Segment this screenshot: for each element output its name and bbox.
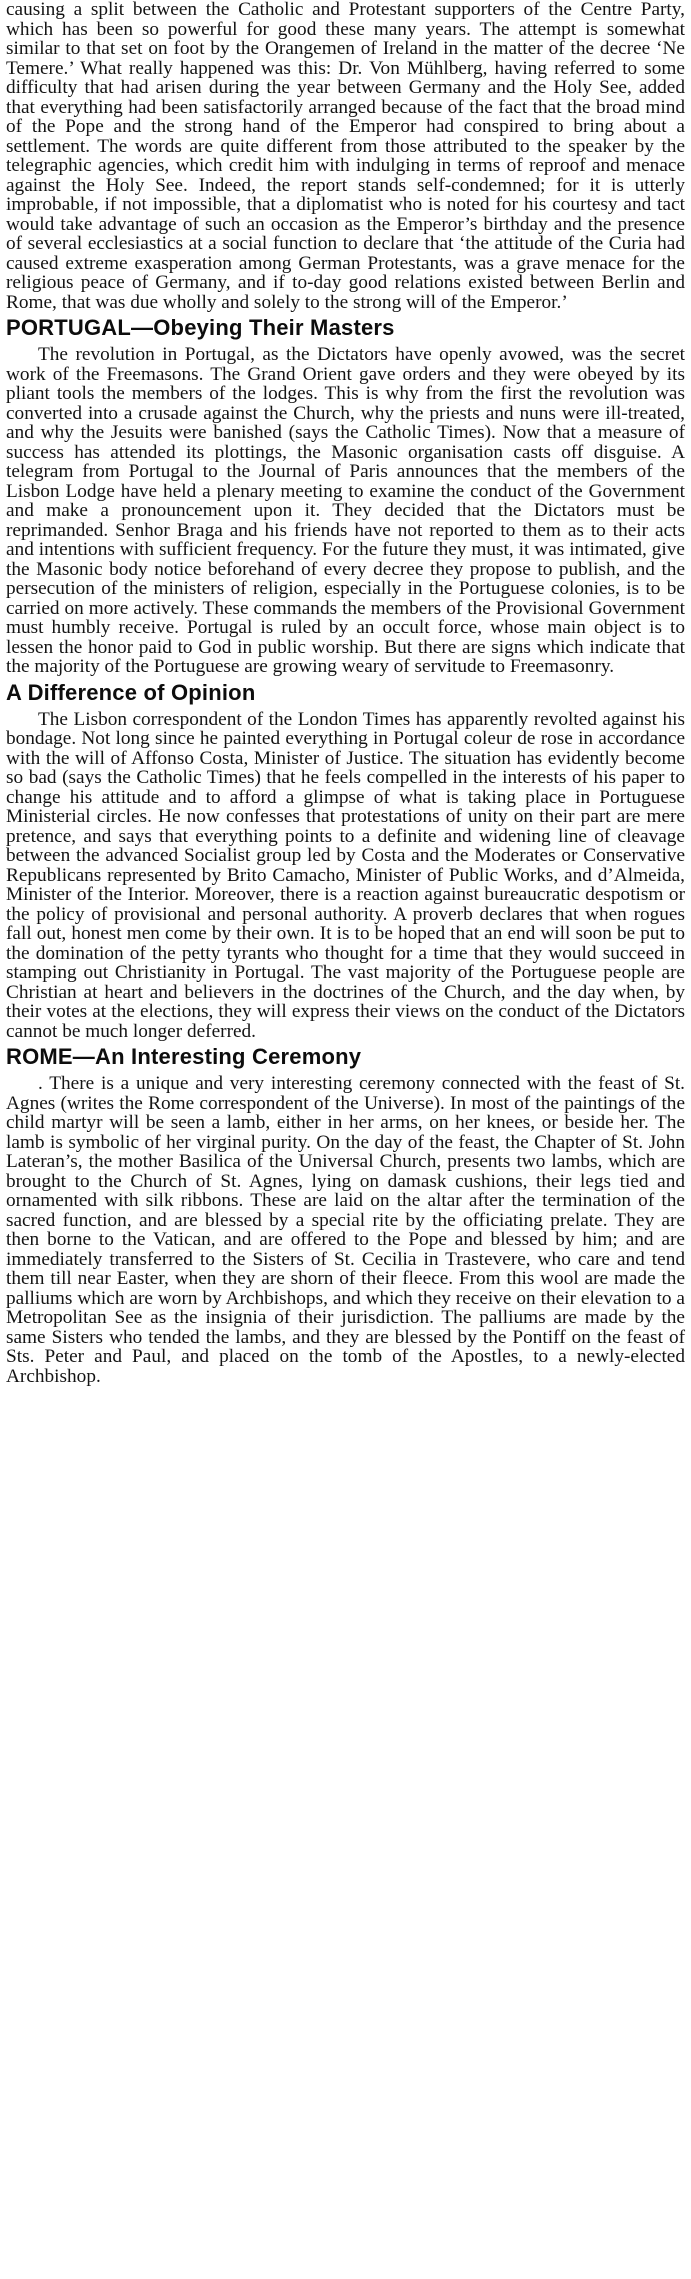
section-heading: ROME—An Interesting Ceremony <box>6 1044 362 1069</box>
article-paragraph: . There is a unique and very interesting ceremony connected with the feast of St. Agnes (writes the Rome correspondent of the Universe). In most of the paintings of the child martyr will be seen a lamb, either in her arms, on her knees, or beside her. The lamb is symbolic of her virginal purity. On the day of the feast, the Chapter of St. John Lateran’s, the mother Basilica of the Universal Church, presents two lambs, which are brought to the Church of St. Agnes, lying on damask cushions, their legs tied and ornamented with silk ribbons. These are laid on the altar after the termination of the sacred function, and are blessed by a special rite by the officiating prelate. They are then borne to the Vatican, and are offered to the Pope and blessed by him; and are immediately transferred to the Sisters of St. Cecilia in Trastevere, who care and tend them till near Easter, when they are shorn of their fleece. From this wool are made the palliums which are worn by Archbishops, and which they receive on their elevation to a Metropolitan See as the insignia of their jurisdiction. The palliums are made by the same Sisters who tended the lambs, and they are blessed by the Pontiff on the feast of Sts. Peter and Paul, and placed on the tomb of the Apostles, to a newly-elected Archbishop. <box>6 1073 685 1387</box>
article-paragraph: The revolution in Portugal, as the Dictators have openly avowed, was the secret work of the Freemasons. The Grand Orient gave orders and they were obeyed by its pliant tools the members of the lodges. This is why from the first the revolution was converted into a crusade against the Church, why the priests and nuns were ill-treated, and why the Jesuits were banished (says the Catholic Times). Now that a measure of success has attended its plottings, the Masonic organisation casts off disguise. A telegram from Portugal to the Journal of Paris announces that the members of the Lisbon Lodge have held a plenary meeting to examine the conduct of the Government and make a pronouncement upon it. They decided that the Dictators must be reprimanded. Senhor Braga and his friends have not reported to them as to their acts and intentions with sufficient frequency. For the future they must, it was intimated, give the Masonic body notice beforehand of every decree they propose to publish, and the persecution of the ministers of religion, especially in the Portuguese colonies, is to be carried on more actively. These commands the members of the Provisional Government must humbly receive. Portugal is ruled by an occult force, whose main object is to lessen the honor paid to God in public worship. But there are signs which indicate that the majority of the Portuguese are growing weary of servitude to Freemasonry. <box>6 344 685 677</box>
section-rome <box>6 1044 685 1386</box>
article-paragraph: The Lisbon correspondent of the London Times has apparently revolted against his bondage. Not long since he painted everything in Portugal coleur de rose in accordance with the will of Affonso Costa, Minister of Justice. The situation has evidently become so bad (says the Catholic Times) that he feels compelled in the interests of his paper to change his attitude and to afford a glimpse of what is taking place in Portuguese Ministerial circles. He now confesses that protestations of unity on their part are mere pretence, and says that everything points to a definite and widening line of cleavage between the advanced Socialist group led by Costa and the Moderates or Conservative Republicans represented by Brito Camacho, Minister of Public Works, and d’Almeida, Minister of the Interior. Moreover, there is a reaction against bureaucratic despotism or the policy of provisional and personal authority. A proverb declares that when rogues fall out, honest men come by their own. It is to be hoped that an end will soon be put to the domination of the petty tyrants who thought for a time that they would succeed in stamping out Christianity in Portugal. The vast majority of the Portuguese people are Christian at heart and believers in the doctrines of the Church, and the day when, by their votes at the elections, they will express their views on the conduct of the Dictators cannot be much longer deferred. <box>6 708 685 1042</box>
article-paragraph: causing a split between the Catholic and Protestant supporters of the Centre Party, which has been so powerful for good these many years. The attempt is somewhat similar to that set on foot by the Orangemen of Ireland in the matter of the decree ‘Ne Temere.’ What really happened was this: Dr. Von Mühlberg, having referred to some difficulty that had arisen during the year between Germany and the Holy See, added that everything had been satisfactorily arranged because of the fact that the broad mind of the Pope and the strong hand of the Emperor had conspired to bring about a settlement. The words are quite different from those attributed to the speaker by the telegraphic agencies, which credit him with indulging in terms of reproof and menace against the Holy See. Indeed, the report stands self-condemned; for it is utterly improbable, if not impossible, that a diplomatist who is noted for his courtesy and tact would take advantage of such an occasion as the Emperor’s birthday and the presence of several ecclesiastics at a social function to declare that ‘the attitude of the Curia had caused extreme exasperation among German Protestants, was a grave menace for the religious peace of Germany, and if to-day good relations existed between Berlin and Rome, that was due wholly and solely to the strong will of the Emperor.’ <box>6 0 685 313</box>
section-portugal <box>6 315 685 677</box>
section-difference-of-opinion <box>6 680 685 1042</box>
section-heading: PORTUGAL—Obeying Their Masters <box>6 315 395 340</box>
section-germany-continued <box>6 0 685 312</box>
section-heading: A Difference of Opinion <box>6 679 256 705</box>
newspaper-column <box>6 0 685 1386</box>
